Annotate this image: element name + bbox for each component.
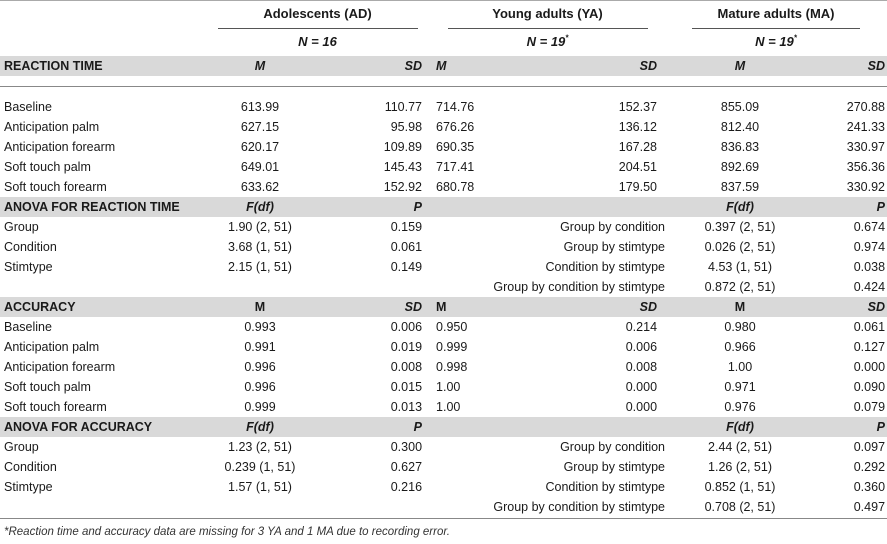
effect-label: Condition bbox=[4, 240, 57, 254]
cell-value: 0.993 bbox=[244, 320, 276, 334]
cell-value: 0.090 bbox=[853, 380, 886, 394]
n-ya: N = 19* bbox=[448, 28, 648, 51]
table-row bbox=[0, 177, 887, 197]
p-value: 0.497 bbox=[853, 500, 886, 514]
cell-value: 0.976 bbox=[724, 400, 756, 414]
cell-value: 0.061 bbox=[853, 320, 886, 334]
p-value: 0.216 bbox=[390, 480, 423, 494]
section-title: ACCURACY bbox=[0, 297, 205, 317]
col-m: M bbox=[205, 297, 315, 317]
group-ad-header: Adolescents (AD) bbox=[263, 6, 372, 21]
f-value: 0.397 (2, 51) bbox=[704, 220, 776, 234]
p-value: 0.159 bbox=[390, 220, 423, 234]
cell-value: 1.00 bbox=[436, 380, 461, 394]
col-p: P bbox=[815, 417, 887, 437]
cell-value: 0.127 bbox=[853, 340, 886, 354]
cell-value: 152.92 bbox=[383, 180, 423, 194]
row-label: Anticipation forearm bbox=[4, 360, 116, 374]
effect-label: Stimtype bbox=[4, 260, 53, 274]
p-value: 0.424 bbox=[853, 280, 886, 294]
cell-value: 179.50 bbox=[618, 180, 658, 194]
cell-value: 855.09 bbox=[720, 100, 760, 114]
table-row bbox=[0, 397, 887, 417]
cell-value: 633.62 bbox=[240, 180, 280, 194]
col-sd: SD bbox=[520, 56, 665, 76]
effect-label: Condition bbox=[4, 460, 57, 474]
cell-value: 613.99 bbox=[240, 100, 280, 114]
cell-value: 0.950 bbox=[436, 320, 468, 334]
col-p: P bbox=[315, 197, 430, 217]
f-value: 2.15 (1, 51) bbox=[228, 260, 292, 274]
group-ya-header: Young adults (YA) bbox=[492, 6, 603, 21]
f-value: 0.852 (1, 51) bbox=[704, 480, 776, 494]
cell-value: 0.008 bbox=[390, 360, 423, 374]
cell-value: 0.015 bbox=[390, 380, 423, 394]
p-value: 0.097 bbox=[853, 440, 886, 454]
row-label: Anticipation palm bbox=[4, 340, 100, 354]
col-m: M bbox=[205, 56, 315, 76]
cell-value: 330.97 bbox=[846, 140, 886, 154]
p-value bbox=[315, 277, 430, 297]
cell-value: 714.76 bbox=[436, 100, 475, 114]
cell-value: 204.51 bbox=[618, 160, 658, 174]
cell-value: 167.28 bbox=[618, 140, 658, 154]
cell-value: 0.013 bbox=[390, 400, 423, 414]
section-title: ANOVA FOR ACCURACY bbox=[0, 417, 205, 437]
interaction-label: Group by condition by stimtype bbox=[493, 280, 666, 294]
cell-value: 717.41 bbox=[436, 160, 475, 174]
cell-value: 145.43 bbox=[383, 160, 423, 174]
f-value: 0.239 (1, 51) bbox=[224, 460, 296, 474]
f-value: 1.23 (2, 51) bbox=[228, 440, 292, 454]
section-title: ANOVA FOR REACTION TIME bbox=[0, 197, 205, 217]
table-row bbox=[0, 97, 887, 117]
n-ad: N = 16 bbox=[218, 28, 418, 51]
p-value: 0.038 bbox=[853, 260, 886, 274]
row-label: Soft touch forearm bbox=[4, 180, 107, 194]
f-value: 1.57 (1, 51) bbox=[228, 480, 292, 494]
bottom-rule bbox=[0, 518, 887, 519]
f-value bbox=[205, 497, 315, 517]
cell-value: 270.88 bbox=[846, 100, 886, 114]
cell-value: 95.98 bbox=[390, 120, 423, 134]
p-value: 0.300 bbox=[390, 440, 423, 454]
section-header-anova-rt bbox=[0, 197, 887, 217]
f-value: 4.53 (1, 51) bbox=[708, 260, 772, 274]
col-p: P bbox=[815, 197, 887, 217]
p-value: 0.292 bbox=[853, 460, 886, 474]
cell-value: 676.26 bbox=[436, 120, 475, 134]
cell-value: 330.92 bbox=[846, 180, 886, 194]
row-label: Soft touch palm bbox=[4, 380, 91, 394]
col-m: M bbox=[665, 297, 815, 317]
p-value: 0.360 bbox=[853, 480, 886, 494]
cell-value: 0.971 bbox=[724, 380, 756, 394]
interaction-label: Group by condition bbox=[560, 220, 666, 234]
cell-value: 0.999 bbox=[436, 340, 468, 354]
effect-label: Group bbox=[4, 220, 39, 234]
cell-value: 110.77 bbox=[384, 100, 423, 114]
cell-value: 690.35 bbox=[436, 140, 475, 154]
cell-value: 0.079 bbox=[853, 400, 886, 414]
table-row bbox=[0, 377, 887, 397]
col-sd: SD bbox=[315, 297, 430, 317]
section-header-reaction-time bbox=[0, 56, 887, 76]
anova-row bbox=[0, 217, 887, 237]
interaction-label: Group by stimtype bbox=[563, 240, 666, 254]
top-rule bbox=[0, 0, 887, 1]
cell-value: 649.01 bbox=[240, 160, 280, 174]
col-fdf: F(df) bbox=[665, 417, 815, 437]
cell-value: 0.980 bbox=[724, 320, 756, 334]
cell-value: 812.40 bbox=[720, 120, 760, 134]
effect-label: Group bbox=[4, 440, 39, 454]
row-label: Anticipation forearm bbox=[4, 140, 116, 154]
sample-size-row bbox=[0, 28, 887, 56]
anova-row bbox=[0, 477, 887, 497]
anova-row bbox=[0, 237, 887, 257]
cell-value: 892.69 bbox=[720, 160, 760, 174]
cell-value: 152.37 bbox=[618, 100, 658, 114]
table-row bbox=[0, 357, 887, 377]
cell-value: 0.991 bbox=[244, 340, 276, 354]
n-ma: N = 19* bbox=[692, 28, 860, 51]
cell-value: 0.999 bbox=[244, 400, 276, 414]
f-value: 1.90 (2, 51) bbox=[228, 220, 292, 234]
row-label: Baseline bbox=[4, 100, 52, 114]
cell-value: 109.89 bbox=[383, 140, 423, 154]
cell-value: 136.12 bbox=[618, 120, 658, 134]
cell-value: 620.17 bbox=[240, 140, 280, 154]
col-sd: SD bbox=[520, 297, 665, 317]
section-header-accuracy bbox=[0, 297, 887, 317]
row-label: Baseline bbox=[4, 320, 52, 334]
cell-value: 1.00 bbox=[727, 360, 753, 374]
cell-value: 0.966 bbox=[724, 340, 756, 354]
f-value bbox=[205, 277, 315, 297]
table-row bbox=[0, 157, 887, 177]
p-value bbox=[315, 497, 430, 517]
cell-value: 0.019 bbox=[390, 340, 423, 354]
section-title: REACTION TIME bbox=[0, 56, 205, 76]
interaction-label: Group by stimtype bbox=[563, 460, 666, 474]
anova-row bbox=[0, 277, 887, 297]
table-row bbox=[0, 137, 887, 157]
col-sd: SD bbox=[815, 297, 887, 317]
cell-value: 0.008 bbox=[625, 360, 658, 374]
p-value: 0.674 bbox=[853, 220, 886, 234]
cell-value: 836.83 bbox=[720, 140, 760, 154]
cell-value: 0.996 bbox=[244, 380, 276, 394]
cell-value: 680.78 bbox=[436, 180, 475, 194]
p-value: 0.627 bbox=[390, 460, 423, 474]
row-label: Anticipation palm bbox=[4, 120, 100, 134]
cell-value: 0.996 bbox=[244, 360, 276, 374]
cell-value: 1.00 bbox=[436, 400, 461, 414]
f-value: 2.44 (2, 51) bbox=[708, 440, 772, 454]
anova-row bbox=[0, 257, 887, 277]
cell-value: 837.59 bbox=[720, 180, 760, 194]
table-row bbox=[0, 337, 887, 357]
col-sd: SD bbox=[315, 56, 430, 76]
table-row bbox=[0, 317, 887, 337]
anova-row bbox=[0, 497, 887, 517]
anova-row bbox=[0, 437, 887, 457]
cell-value: 0.214 bbox=[625, 320, 658, 334]
table-footnote: *Reaction time and accuracy data are missing for 3 YA and 1 MA due to recording error. bbox=[4, 526, 450, 538]
cell-value: 627.15 bbox=[240, 120, 280, 134]
f-value: 0.026 (2, 51) bbox=[704, 240, 776, 254]
cell-value: 0.006 bbox=[625, 340, 658, 354]
group-ma-header: Mature adults (MA) bbox=[717, 6, 835, 21]
table-row bbox=[0, 117, 887, 137]
group-header-row bbox=[0, 0, 887, 28]
cell-value: 241.33 bbox=[846, 120, 886, 134]
f-value: 0.872 (2, 51) bbox=[704, 280, 776, 294]
cell-value: 0.006 bbox=[390, 320, 423, 334]
interaction-label: Condition by stimtype bbox=[545, 480, 666, 494]
effect-label bbox=[0, 497, 205, 517]
f-value: 1.26 (2, 51) bbox=[708, 460, 772, 474]
cell-value: 0.000 bbox=[853, 360, 886, 374]
col-fdf: F(df) bbox=[665, 197, 815, 217]
anova-row bbox=[0, 457, 887, 477]
cell-value: 0.998 bbox=[436, 360, 468, 374]
f-value: 3.68 (1, 51) bbox=[228, 240, 292, 254]
p-value: 0.974 bbox=[853, 240, 886, 254]
row-label: Soft touch palm bbox=[4, 160, 91, 174]
section-header-anova-accuracy bbox=[0, 417, 887, 437]
effect-label bbox=[0, 277, 205, 297]
col-m: M bbox=[430, 297, 520, 317]
interaction-label: Group by condition bbox=[560, 440, 666, 454]
col-sd: SD bbox=[815, 56, 887, 76]
col-p: P bbox=[315, 417, 430, 437]
col-m: M bbox=[430, 56, 520, 76]
f-value: 0.708 (2, 51) bbox=[704, 500, 776, 514]
interaction-label: Group by condition by stimtype bbox=[493, 500, 666, 514]
interaction-label: Condition by stimtype bbox=[545, 260, 666, 274]
col-fdf: F(df) bbox=[205, 417, 315, 437]
p-value: 0.061 bbox=[390, 240, 423, 254]
cell-value: 0.000 bbox=[625, 380, 658, 394]
p-value: 0.149 bbox=[390, 260, 423, 274]
effect-label: Stimtype bbox=[4, 480, 53, 494]
row-label: Soft touch forearm bbox=[4, 400, 107, 414]
col-m: M bbox=[665, 56, 815, 76]
col-fdf: F(df) bbox=[205, 197, 315, 217]
cell-value: 356.36 bbox=[846, 160, 886, 174]
cell-value: 0.000 bbox=[625, 400, 658, 414]
